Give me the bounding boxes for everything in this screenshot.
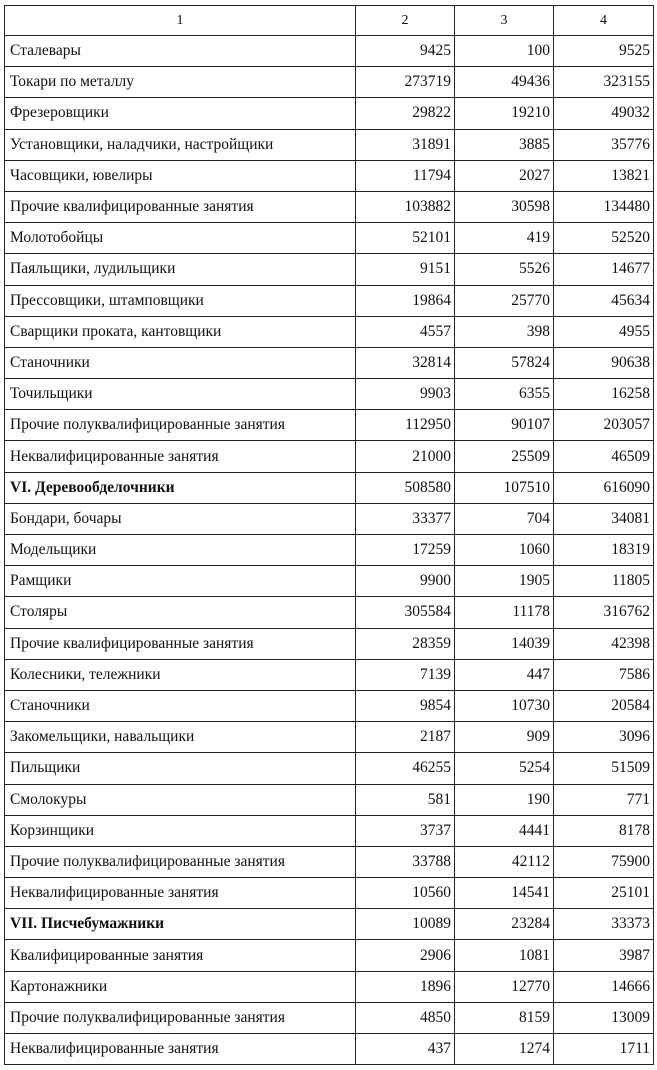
table-row — [5, 503, 654, 534]
value-cell-col2: 4557 — [356, 316, 455, 347]
table-body — [5, 36, 654, 1065]
value-cell-col4: 1711 — [554, 1034, 654, 1065]
value-cell-col4: 134480 — [554, 191, 654, 222]
occupation-cell: Прочие полуквалифицированные занятия — [5, 846, 356, 877]
value-cell-col3: 3885 — [455, 129, 554, 160]
occupation-cell: Прочие полуквалифицированные занятия — [5, 1002, 356, 1033]
value-cell-col2: 10560 — [356, 878, 455, 909]
table-row — [5, 940, 654, 971]
occupation-cell: Сварщики проката, кантовщики — [5, 316, 356, 347]
occupation-cell: Модельщики — [5, 535, 356, 566]
table-row — [5, 36, 654, 67]
occupation-cell: Бондари, бочары — [5, 503, 356, 534]
value-cell-col2: 9900 — [356, 566, 455, 597]
value-cell-col4: 46509 — [554, 441, 654, 472]
value-cell-col3: 704 — [455, 503, 554, 534]
occupation-cell: Рамщики — [5, 566, 356, 597]
value-cell-col4: 9525 — [554, 36, 654, 67]
value-cell-col4: 20584 — [554, 690, 654, 721]
value-cell-col2: 273719 — [356, 67, 455, 98]
occupation-cell: Неквалифицированные занятия — [5, 441, 356, 472]
value-cell-col3: 909 — [455, 722, 554, 753]
table-row — [5, 191, 654, 222]
value-cell-col2: 33377 — [356, 503, 455, 534]
occupation-cell: Неквалифицированные занятия — [5, 878, 356, 909]
occupation-cell: Пильщики — [5, 753, 356, 784]
value-cell-col2: 32814 — [356, 347, 455, 378]
value-cell-col3: 398 — [455, 316, 554, 347]
table-row — [5, 254, 654, 285]
table-row — [5, 690, 654, 721]
value-cell-col4: 49032 — [554, 98, 654, 129]
occupation-cell: Квалифицированные занятия — [5, 940, 356, 971]
value-cell-col3: 5254 — [455, 753, 554, 784]
table-row — [5, 878, 654, 909]
occupation-cell: Прочие квалифицированные занятия — [5, 628, 356, 659]
value-cell-col3: 8159 — [455, 1002, 554, 1033]
value-cell-col2: 3737 — [356, 815, 455, 846]
value-cell-col3: 14039 — [455, 628, 554, 659]
value-cell-col4: 34081 — [554, 503, 654, 534]
value-cell-col3: 107510 — [455, 472, 554, 503]
column-header-4: 4 — [554, 6, 654, 36]
value-cell-col3: 25509 — [455, 441, 554, 472]
value-cell-col3: 12770 — [455, 971, 554, 1002]
value-cell-col3: 1274 — [455, 1034, 554, 1065]
occupation-cell: Фрезеровщики — [5, 98, 356, 129]
value-cell-col2: 46255 — [356, 753, 455, 784]
table-row — [5, 722, 654, 753]
occupation-cell: VI. Деревообделочники — [5, 472, 356, 503]
value-cell-col2: 28359 — [356, 628, 455, 659]
value-cell-col2: 1896 — [356, 971, 455, 1002]
table-row — [5, 1034, 654, 1065]
value-cell-col2: 7139 — [356, 659, 455, 690]
table-row — [5, 566, 654, 597]
value-cell-col2: 31891 — [356, 129, 455, 160]
table-row — [5, 1002, 654, 1033]
value-cell-col4: 3096 — [554, 722, 654, 753]
table-row — [5, 285, 654, 316]
value-cell-col2: 581 — [356, 784, 455, 815]
value-cell-col2: 9425 — [356, 36, 455, 67]
value-cell-col2: 33788 — [356, 846, 455, 877]
value-cell-col3: 1060 — [455, 535, 554, 566]
value-cell-col4: 13009 — [554, 1002, 654, 1033]
table-row — [5, 784, 654, 815]
value-cell-col4: 90638 — [554, 347, 654, 378]
value-cell-col2: 305584 — [356, 597, 455, 628]
value-cell-col3: 6355 — [455, 379, 554, 410]
table-row — [5, 347, 654, 378]
table-row — [5, 753, 654, 784]
occupations-table — [4, 5, 654, 1065]
value-cell-col2: 11794 — [356, 160, 455, 191]
value-cell-col4: 316762 — [554, 597, 654, 628]
occupation-cell: Колесники, тележники — [5, 659, 356, 690]
value-cell-col4: 8178 — [554, 815, 654, 846]
table-row — [5, 98, 654, 129]
value-cell-col3: 100 — [455, 36, 554, 67]
occupation-cell: Станочники — [5, 347, 356, 378]
table-header — [5, 6, 654, 36]
table-row — [5, 379, 654, 410]
value-cell-col2: 52101 — [356, 223, 455, 254]
value-cell-col2: 112950 — [356, 410, 455, 441]
value-cell-col4: 42398 — [554, 628, 654, 659]
value-cell-col2: 2906 — [356, 940, 455, 971]
occupation-cell: Картонажники — [5, 971, 356, 1002]
value-cell-col4: 75900 — [554, 846, 654, 877]
value-cell-col4: 33373 — [554, 909, 654, 940]
value-cell-col3: 10730 — [455, 690, 554, 721]
table-row — [5, 129, 654, 160]
occupation-cell: Прессовщики, штамповщики — [5, 285, 356, 316]
value-cell-col3: 57824 — [455, 347, 554, 378]
value-cell-col4: 4955 — [554, 316, 654, 347]
occupation-cell: Установщики, наладчики, настройщики — [5, 129, 356, 160]
value-cell-col4: 323155 — [554, 67, 654, 98]
value-cell-col3: 190 — [455, 784, 554, 815]
value-cell-col2: 29822 — [356, 98, 455, 129]
value-cell-col3: 4441 — [455, 815, 554, 846]
value-cell-col4: 52520 — [554, 223, 654, 254]
table-row — [5, 67, 654, 98]
value-cell-col4: 13821 — [554, 160, 654, 191]
value-cell-col2: 19864 — [356, 285, 455, 316]
table-row — [5, 316, 654, 347]
occupation-cell: Паяльщики, лудильщики — [5, 254, 356, 285]
value-cell-col3: 2027 — [455, 160, 554, 191]
table-row — [5, 846, 654, 877]
column-header-3: 3 — [455, 6, 554, 36]
value-cell-col3: 30598 — [455, 191, 554, 222]
value-cell-col4: 35776 — [554, 129, 654, 160]
value-cell-col2: 9903 — [356, 379, 455, 410]
value-cell-col3: 1905 — [455, 566, 554, 597]
value-cell-col3: 14541 — [455, 878, 554, 909]
section-row — [5, 909, 654, 940]
value-cell-col2: 9151 — [356, 254, 455, 285]
header-row — [5, 6, 654, 36]
table-row — [5, 535, 654, 566]
value-cell-col4: 16258 — [554, 379, 654, 410]
value-cell-col4: 14677 — [554, 254, 654, 285]
occupation-cell: Неквалифицированные занятия — [5, 1034, 356, 1065]
occupation-cell: Прочие полуквалифицированные занятия — [5, 410, 356, 441]
occupation-cell: Станочники — [5, 690, 356, 721]
value-cell-col2: 437 — [356, 1034, 455, 1065]
value-cell-col3: 49436 — [455, 67, 554, 98]
occupation-cell: Часовщики, ювелиры — [5, 160, 356, 191]
value-cell-col3: 42112 — [455, 846, 554, 877]
occupation-cell: VII. Писчебумажники — [5, 909, 356, 940]
value-cell-col4: 51509 — [554, 753, 654, 784]
occupation-cell: Закомельщики, навальщики — [5, 722, 356, 753]
value-cell-col4: 203057 — [554, 410, 654, 441]
occupation-cell: Корзинщики — [5, 815, 356, 846]
value-cell-col4: 3987 — [554, 940, 654, 971]
section-row — [5, 472, 654, 503]
value-cell-col4: 14666 — [554, 971, 654, 1002]
value-cell-col2: 508580 — [356, 472, 455, 503]
table-row — [5, 628, 654, 659]
value-cell-col2: 4850 — [356, 1002, 455, 1033]
table-row — [5, 441, 654, 472]
value-cell-col3: 1081 — [455, 940, 554, 971]
occupation-cell: Прочие квалифицированные занятия — [5, 191, 356, 222]
occupation-cell: Молотобойцы — [5, 223, 356, 254]
occupation-cell: Сталевары — [5, 36, 356, 67]
occupation-cell: Столяры — [5, 597, 356, 628]
value-cell-col3: 11178 — [455, 597, 554, 628]
occupation-cell: Точильщики — [5, 379, 356, 410]
value-cell-col4: 45634 — [554, 285, 654, 316]
value-cell-col3: 90107 — [455, 410, 554, 441]
table-row — [5, 659, 654, 690]
value-cell-col3: 5526 — [455, 254, 554, 285]
value-cell-col4: 25101 — [554, 878, 654, 909]
table-row — [5, 815, 654, 846]
column-header-1: 1 — [5, 6, 356, 36]
value-cell-col3: 23284 — [455, 909, 554, 940]
value-cell-col4: 771 — [554, 784, 654, 815]
value-cell-col2: 2187 — [356, 722, 455, 753]
value-cell-col4: 18319 — [554, 535, 654, 566]
value-cell-col4: 616090 — [554, 472, 654, 503]
table-row — [5, 160, 654, 191]
table-row — [5, 410, 654, 441]
value-cell-col2: 9854 — [356, 690, 455, 721]
value-cell-col2: 17259 — [356, 535, 455, 566]
value-cell-col3: 419 — [455, 223, 554, 254]
occupation-cell: Токари по металлу — [5, 67, 356, 98]
value-cell-col2: 21000 — [356, 441, 455, 472]
table-row — [5, 597, 654, 628]
table-row — [5, 971, 654, 1002]
occupation-cell: Смолокуры — [5, 784, 356, 815]
value-cell-col4: 7586 — [554, 659, 654, 690]
value-cell-col4: 11805 — [554, 566, 654, 597]
table-row — [5, 223, 654, 254]
value-cell-col2: 10089 — [356, 909, 455, 940]
column-header-2: 2 — [356, 6, 455, 36]
value-cell-col3: 25770 — [455, 285, 554, 316]
value-cell-col3: 19210 — [455, 98, 554, 129]
value-cell-col3: 447 — [455, 659, 554, 690]
value-cell-col2: 103882 — [356, 191, 455, 222]
